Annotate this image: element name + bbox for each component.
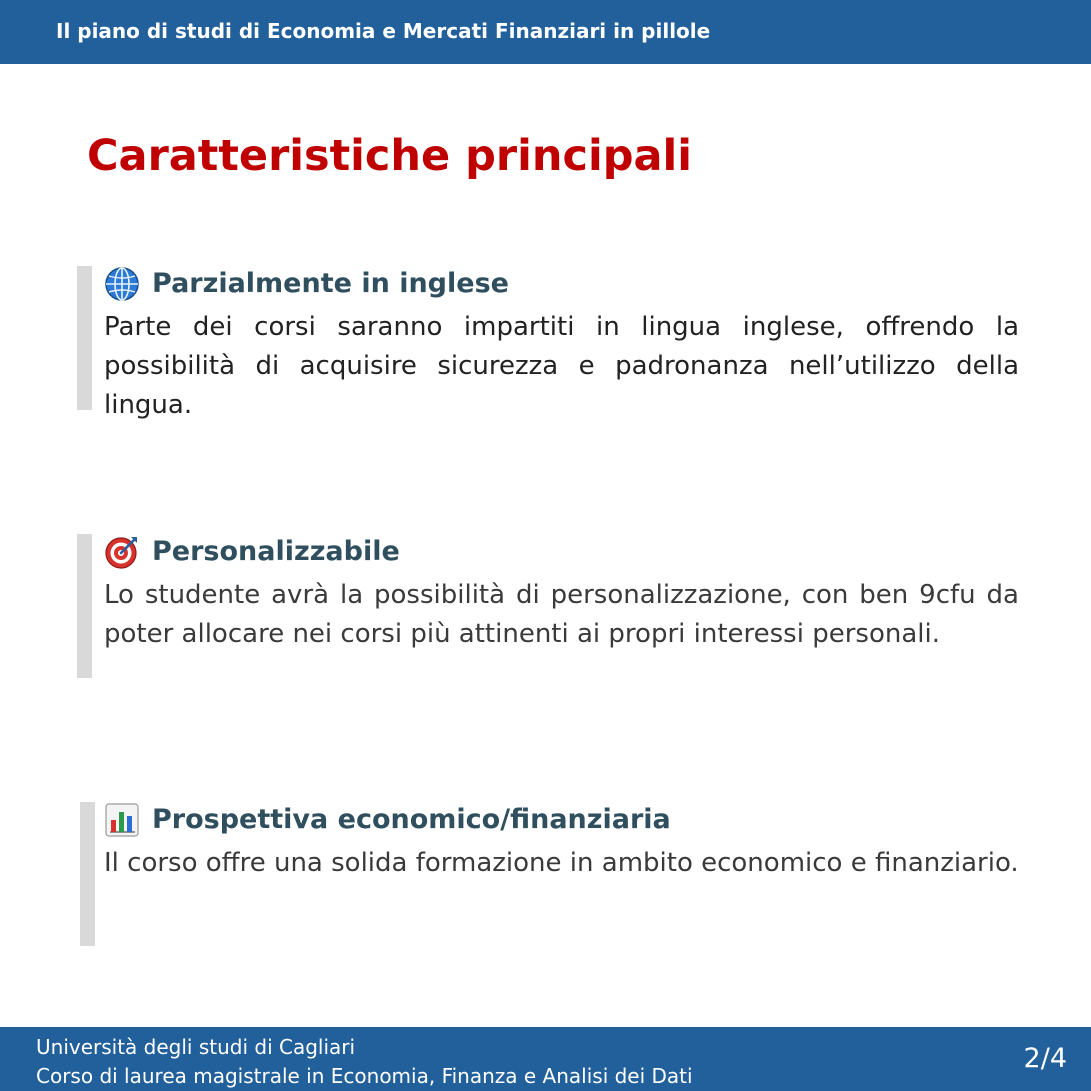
footer-university: Università degli studi di Cagliari <box>36 1035 356 1059</box>
feature-description: Parte dei corsi saranno impartiti in lingua inglese, offrendo la possibilità di acquisire sicurezza e padronanza nell’utilizzo della lingua. <box>104 312 1019 420</box>
feature-english <box>77 266 1019 420</box>
feature-description: Lo studente avrà la possibilità di personalizzazione, con ben 9cfu da poter allocare nei corsi più attinenti ai propri interessi personali. <box>104 580 1019 649</box>
feature-heading <box>104 266 509 302</box>
feature-title: Personalizzabile <box>152 536 400 567</box>
footer-bar <box>0 1027 1091 1091</box>
feature-title: Parzialmente in inglese <box>152 268 509 299</box>
feature-description: Il corso offre una solida formazione in ambito economico e finanziario. <box>104 848 1019 878</box>
header-title: Il piano di studi di Economia e Mercati Finanziari in pillole <box>56 19 711 43</box>
footer-course: Corso di laurea magistrale in Economia, Finanza e Analisi dei Dati <box>36 1064 693 1088</box>
feature-accent-bar <box>77 534 92 678</box>
feature-economic-perspective <box>80 802 1022 946</box>
feature-heading <box>104 534 400 570</box>
bar-chart-icon <box>104 802 140 838</box>
feature-accent-bar <box>77 266 92 410</box>
target-icon <box>104 534 140 570</box>
header-bar <box>0 0 1091 64</box>
globe-icon <box>104 266 140 302</box>
feature-heading <box>104 802 671 838</box>
page-title: Caratteristiche principali <box>87 131 692 181</box>
feature-customizable <box>77 534 1019 678</box>
feature-title: Prospettiva economico/finanziaria <box>152 804 671 835</box>
page-number: 2/4 <box>1023 1043 1067 1074</box>
feature-accent-bar <box>80 802 95 946</box>
